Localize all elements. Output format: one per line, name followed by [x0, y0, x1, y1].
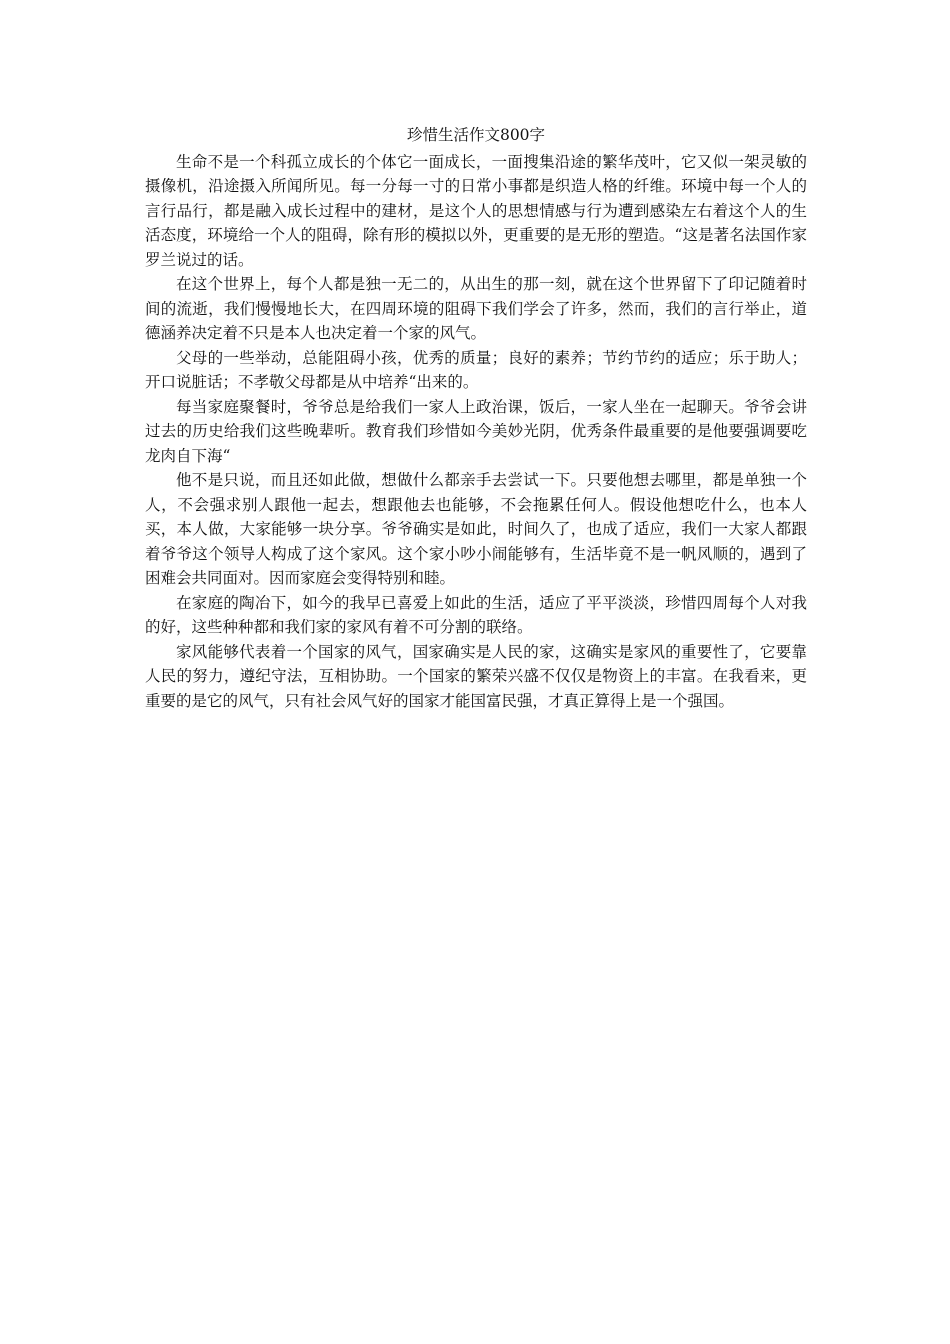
paragraph-3: 父母的一些举动，总能阻碍小孩，优秀的质量；良好的素养；节约节约的适应；乐于助人；开口说脏话；不孝敬父母都是从中培养“出来的。 — [145, 348, 807, 391]
paragraph-6: 在家庭的陶冶下，如今的我早已喜爱上如此的生活，适应了平平淡淡，珍惜四周每个人对我的好，这些种种都和我们家的家风有着不可分割的联络。 — [145, 593, 807, 636]
paragraph-1: 生命不是一个科孤立成长的个体它一面成长，一面搜集沿途的繁华茂叶，它又似一架灵敏的摄像机，沿途摄入所闻所见。每一分每一寸的日常小事都是织造人格的纤维。环境中每一个人的言行品行，都是融入成长过程中的建材，是这个人的思想情感与行为遭到感染左右着这个人的生活态度，环境给一个人的阻碍，除有形的模拟以外，更重要的是无形的塑造。“这是著名法国作家罗兰说过的话。 — [145, 152, 807, 269]
paragraph-2: 在这个世界上，每个人都是独一无二的，从出生的那一刻，就在这个世界留下了印记随着时间的流逝，我们慢慢地长大，在四周环境的阻碍下我们学会了许多，然而，我们的言行举止，道德涵养决定着不只是本人也决定着一个家的风气。 — [145, 275, 807, 342]
document-page — [145, 123, 807, 713]
paragraph-7: 家风能够代表着一个国家的风气，国家确实是人民的家，这确实是家风的重要性了，它要靠人民的努力，遵纪守法，互相协助。一个国家的繁荣兴盛不仅仅是物资上的丰富。在我看来，更重要的是它的风气，只有社会风气好的国家才能国富民强，才真正算得上是一个强国。 — [145, 642, 807, 710]
paragraph-5: 他不是只说，而且还如此做，想做什么都亲手去尝试一下。只要他想去哪里，都是单独一个人，不会强求别人跟他一起去，想跟他去也能够，不会拖累任何人。假设他想吃什么，也本人买，本人做，大家能够一块分享。爷爷确实是如此，时间久了，也成了适应，我们一大家人都跟着爷爷这个领导人构成了这个家风。这个家小吵小闹能够有，生活毕竟不是一帆风顺的，遇到了困难会共同面对。因而家庭会变得特别和睦。 — [145, 471, 807, 587]
paragraph-4: 每当家庭聚餐时，爷爷总是给我们一家人上政治课，饭后，一家人坐在一起聊天。爷爷会讲过去的历史给我们这些晚辈听。教育我们珍惜如今美妙光阴，优秀条件最重要的是他要强调要吃龙肉自下海“ — [145, 397, 807, 465]
document-title: 珍惜生活作文800字 — [406, 126, 546, 144]
